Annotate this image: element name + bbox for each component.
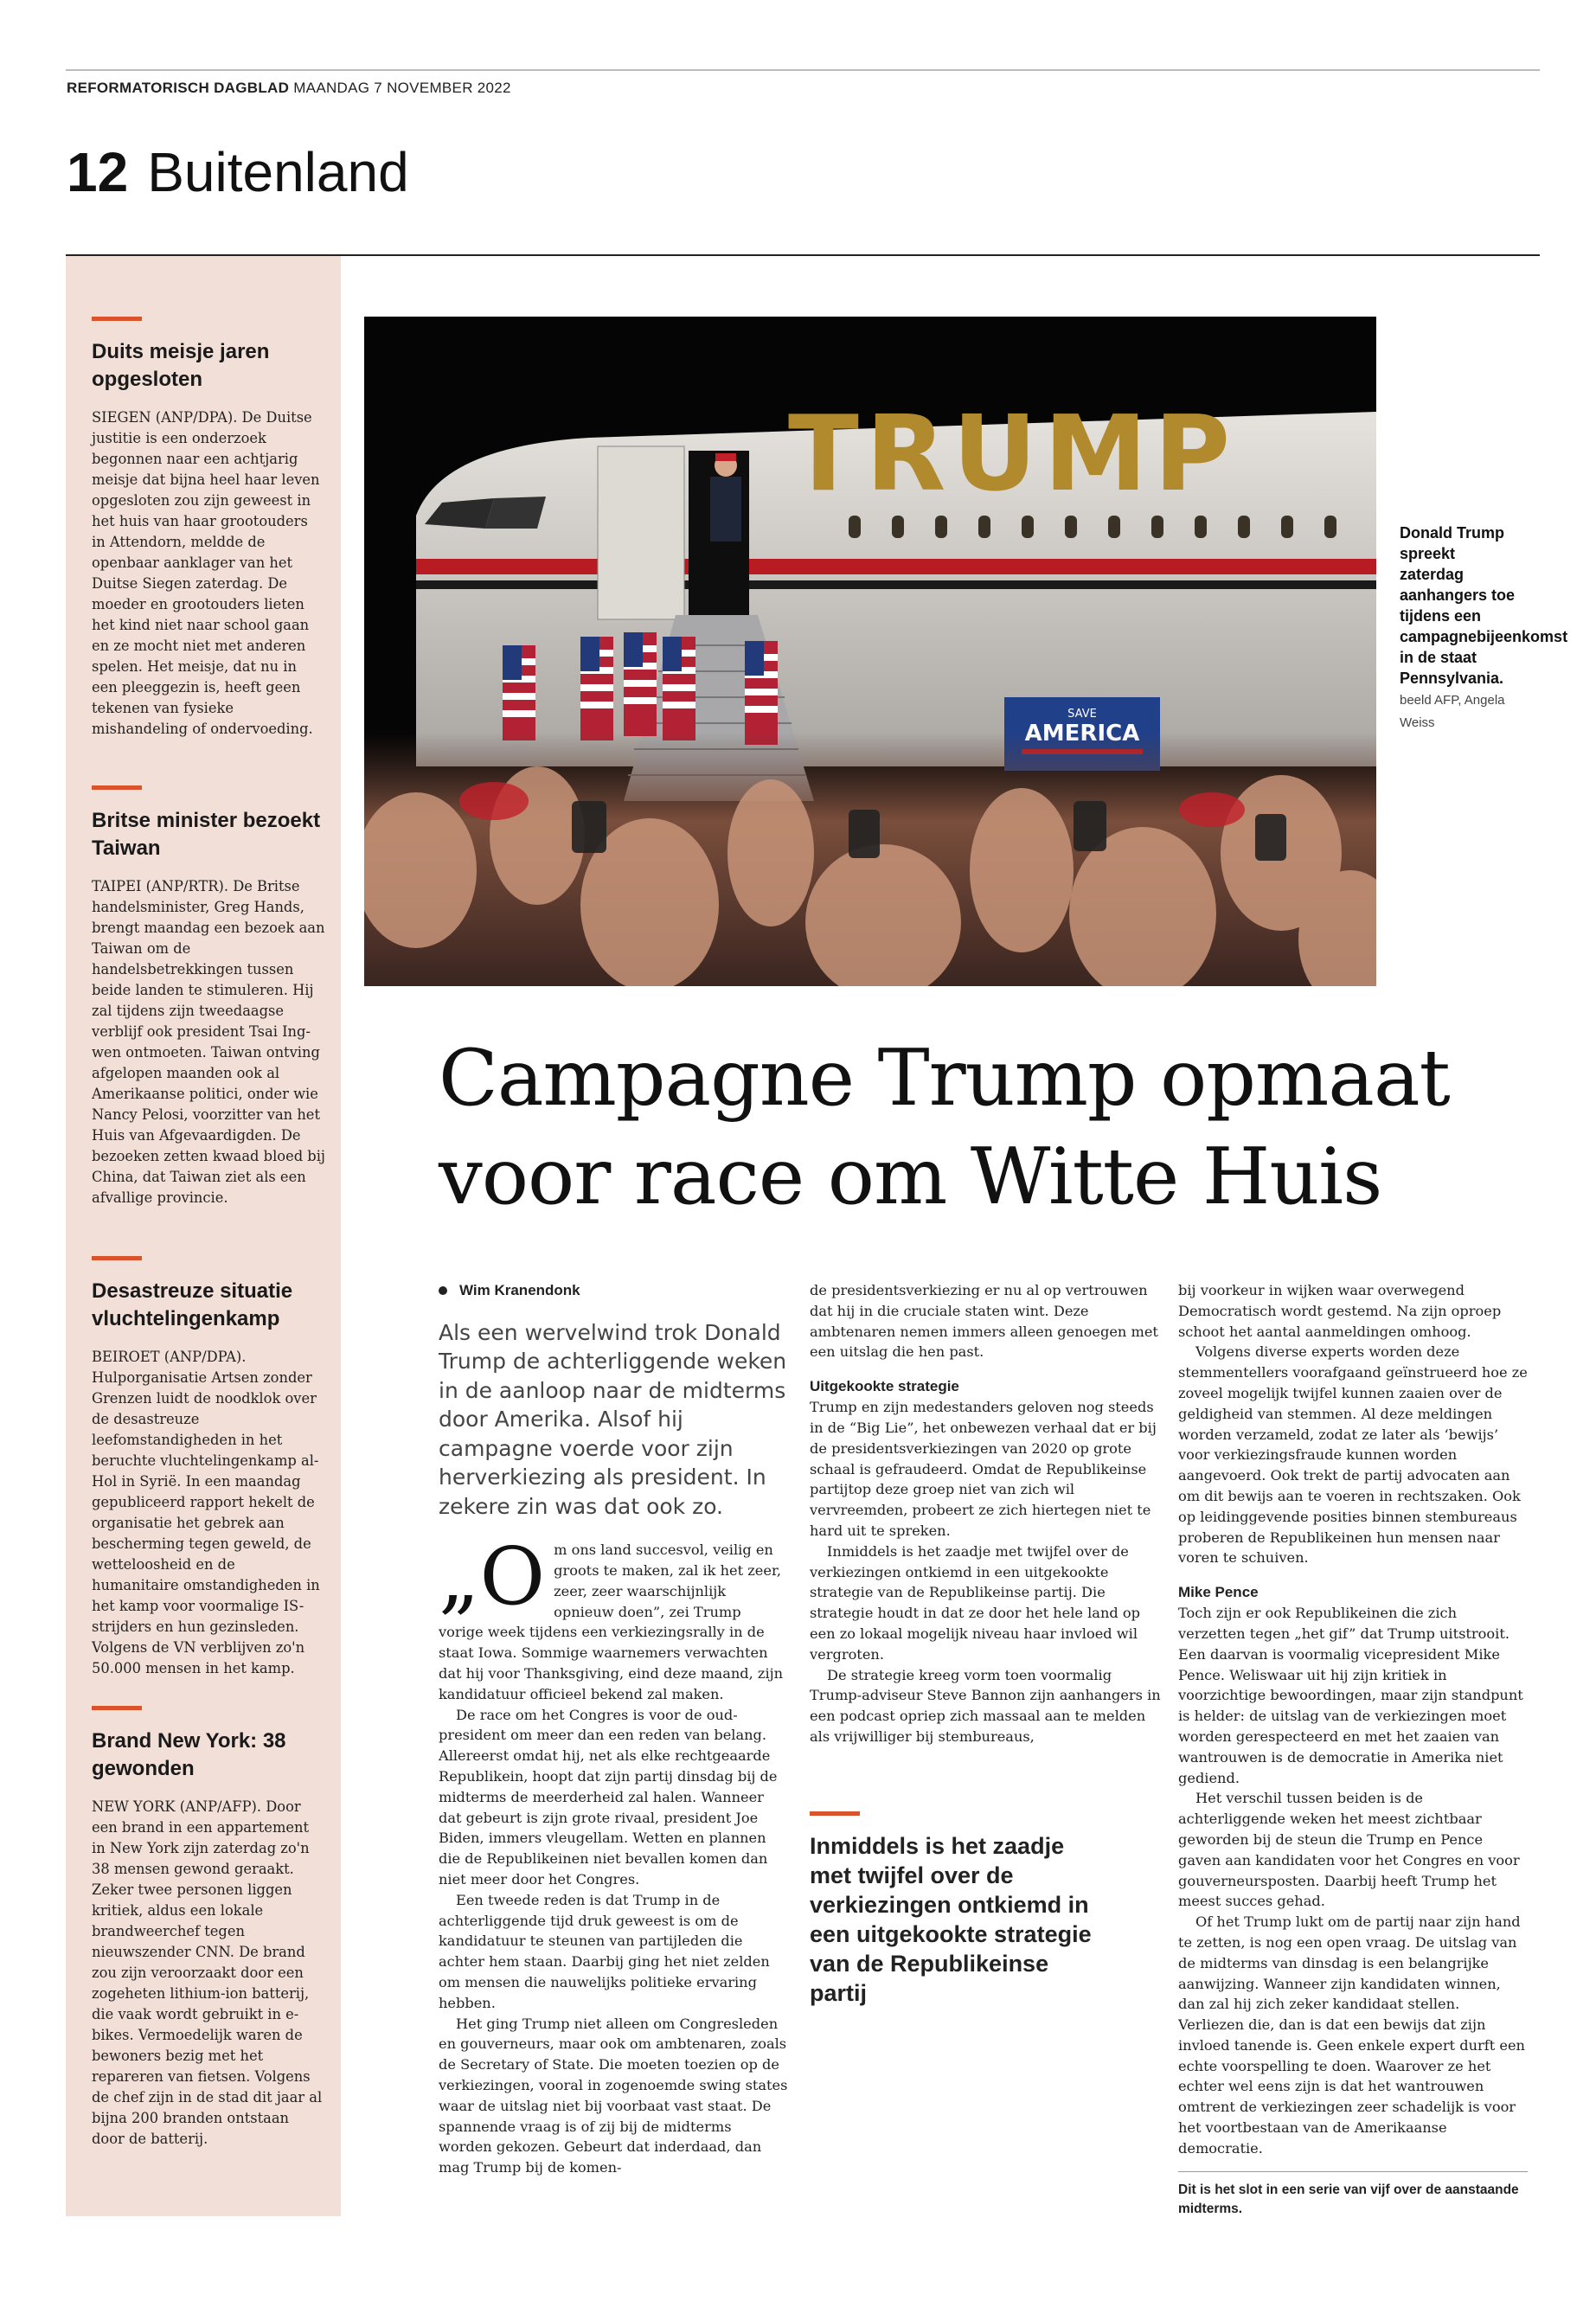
headline-line-2: voor race om Witte Huis [439,1131,1382,1222]
paragraph: bij voorkeur in wijken waar overwegend Democratisch wordt gestemd. Na zijn oproep schoot het aantal aanmeldingen omhoog. [1178,1282,1502,1340]
photo-caption [1400,522,1568,734]
paragraph: m ons land succesvol, veilig en groots te maken, zal ik het zeer, zeer, zeer waarschijnlijk opnieuw doen”, zei Trump vorige week tijdens een verkiezingsrally in de staat Iowa. Sommige waarnemers verwachten dat hij voor Thanksgiving, eind deze maand, zijn kandidatuur officieel bekend zal maken. [439,1541,784,1702]
dropcap: „O [439,1530,546,1624]
paragraph: Het ging Trump niet alleen om Congresleden en gouverneurs, maar ook om ambtenaren, zoals de Secretary of State. Die moeten toezien op de verkiezingen, vooral in zogenoemde swing states waar de uitslag niet bij voorbaat vast staat. De spannende vraag is of zij bij de midterms worden gekozen. Gebeurt dat inderdaad, dan mag Trump bij de komen- [439,2015,788,2176]
subheading: Mike Pence [1178,1584,1259,1601]
speaker-figure [710,477,741,542]
pull-quote [810,1811,1104,2008]
svg-text:SAVE: SAVE [1067,708,1097,721]
brief-body: BEIROET (ANP/DPA). Hulporganisatie Artsen zonder Grenzen luidt de noodklok over de desastreuze leefomstandigheden in het beruchte vluchtelingenkamp al-Hol in Syrië. In een maandag gepubliceerd rapport hekelt de organisatie het gebrek aan bescherming tegen geweld, de wetteloosheid en de humanitaire omstandigheden in het kamp voor voormalige IS-strijders en hun gezinsleden. Volgens de VN verblijven zo'n 50.000 mensen in het kamp. [92,1349,320,1676]
paragraph: Of het Trump lukt om de partij naar zijn hand te zetten, is nog een open vraag. De uitslag van de midterms van dinsdag is een belangrijke aanwijzing. Wanneer zijn kandidaten winnen, dan zal hij zich zeker kandidaat stellen. Verliezen die, dan is dat een bewijs dat zijn invloed tanende is. Geen enkele expert durft een echte voorspelling te doen. Waarover ze het echter wel eens zijn is dat het wantrouwen omtrent de verkiezingen zeer schadelijk is voor het voortbestaan van de Amerikaanse democratie. [1178,1913,1525,2157]
brief-title: Duits meisje jaren opgesloten [92,340,270,391]
paragraph: De race om het Congres is voor de oud-president om meer dan een reden van belang. Allereerst omdat hij, net als elke rechtgeaarde Republikein, hoopt dat zijn partij dinsdag bij de midterms de meerderheid zal halen. Wanneer dat gebeurt is zijn grote rivaal, president Joe Biden, immers vleugellam. Wetten en plannen die de Republikeinen niet bevallen komen dan niet meer door het Congres. [439,1706,778,1888]
paragraph: Het verschil tussen beiden is de achterliggende weken het meest zichtbaar geworden bij de steun die Trump en Pence gaven aan kandidaten voor het Congres en voor gouverneursposten. Daarbij heeft Trump het meest succes gehad. [1178,1790,1520,1910]
byline [439,1280,789,1301]
article-headline [439,1029,1546,1227]
accent-bar [810,1811,860,1816]
news-briefs-sidebar [66,256,341,2216]
plane-stripe [416,559,1376,574]
paragraph: de presidentsverkiezing er nu al op vertrouwen dat hij in die cruciale staten wint. Deze ambtenaren nemen immers alleen genoegen met een uitslag die hen past. [810,1282,1158,1361]
photo-credit: beeld AFP, Angela Weiss [1400,693,1505,730]
plane-lettering: TRUMP [788,394,1238,515]
article-lead: Als een wervelwind trok Donald Trump de achterliggende weken in de aanloop naar de midterms door Amerika. Alsof hij campagne voerde voor zijn herverkiezing als president. In zekere zin was dat ook zo. [439,1319,787,1519]
top-rule [66,69,1540,71]
masthead-paper: REFORMATORISCH DAGBLAD [67,80,290,96]
article-column-3 [1178,1280,1528,2159]
article-column-1 [439,1280,789,2178]
brief-2 [92,785,325,1208]
brief-body: TAIPEI (ANP/RTR). De Britse handelsminister, Greg Hands, brengt maandag een bezoek aan Taiwan om de handelsbetrekkingen tussen beide landen te stimuleren. Hij zal tijdens zijn tweedaagse verblijf ook president Tsai Ing-wen ontmoeten. Taiwan ontving afgelopen maanden ook al Amerikaanse politici, onder wie Nancy Pelosi, voorzitter van het Huis van Afgevaardigden. De bezoeken zetten kwaad bloed bij China, dat Taiwan ziet als een afvallige provincie. [92,878,325,1206]
brief-4 [92,1706,325,2150]
section-header [67,140,409,204]
paragraph: De strategie kreeg vorm toen voormalig Trump-adviseur Steve Bannon zijn aanhangers in een podcast opriep zich massaal aan te melden als vrijwilliger bij stembureaus, [810,1666,1161,1745]
accent-bar [92,785,142,790]
byline-dot-icon [439,1286,447,1295]
rally-photo-illustration [364,317,1376,986]
brief-title: Britse minister bezoekt Taiwan [92,809,321,860]
page-number: 12 [67,141,129,203]
pull-quote-text: Inmiddels is het zaadje met twijfel over de verkiezingen ontkiemd in een uitgekookte strategie van de Republikeinse partij [810,1833,1092,2006]
brief-title: Brand New York: 38 gewonden [92,1729,286,1780]
paragraph: Inmiddels is het zaadje met twijfel over de verkiezingen ontkiemd in een uitgekookte strategie van de Republikeinse partij. Die strategie houdt in dat ze door het hele land op een zo lokaal mogelijk niveau haar invloed wil vergroten. [810,1542,1140,1663]
byline-author: Wim Kranendonk [459,1282,580,1298]
brief-1 [92,317,325,740]
brief-3 [92,1256,325,1679]
dropcap-paragraph [439,1530,789,1704]
paragraph: Trump en zijn medestanders geloven nog steeds in de “Big Lie”, het onbewezen verhaal dat er bij de presidentsverkiezingen van 2020 op grote schaal is gefraudeerd. Omdat de Republikeinse partijtop deze groep niet van zich wil vervreemden, probeert ze zich hiertegen niet te hard uit te spreken. [810,1399,1157,1539]
section-name: Buitenland [147,141,409,203]
accent-bar [92,317,142,321]
article-column-2 [810,1280,1163,1747]
brief-body: SIEGEN (ANP/DPA). De Duitse justitie is een onderzoek begonnen naar een achtjarig meisje dat bijna heel haar leven opgesloten zou zijn geweest in het huis van haar grootouders in Attendorn, meldde de openbaar aanklager van het Duitse Siegen zaterdag. De moeder en grootouders lieten het kind niet naar school gaan en ze mocht niet met anderen spelen. Het meisje, dat nu in een pleeggezin is, heeft geen tekenen van fysieke mishandeling of ondervoeding. [92,409,320,737]
paragraph: Toch zijn er ook Republikeinen die zich verzetten tegen „het gif” dat Trump uitstrooit. Een daarvan is voormalig vicepresident Mike Pence. Weliswaar uit hij zijn kritiek in voorzichtige bewoordingen, maar zijn standpunt is helder: de uitslag van de verkiezingen moet worden gerespecteerd en met het zaaien van wantrouwen is de democratie in Amerika niet gediend. [1178,1605,1523,1786]
headline-line-1: Campagne Trump opmaat [439,1033,1450,1124]
rally-photo [364,317,1376,986]
plane-door [598,446,684,619]
paragraph: Volgens diverse experts worden deze stemmentellers voorafgaand geïnstrueerd hoe ze zoveel mogelijk twijfel kunnen zaaien over de geldigheid van stemmen. Al deze meldingen worden verzameld, zodat ze later als ‘bewijs’ voor verkiezingsfraude kunnen worden aangevoerd. Ook trekt de partij advocaten aan om dit bewijs aan te voeren in rechtszaken. Ook op leidinggevende posities binnen stembureaus proberen de Republikeinen hun mensen naar voren te schuiven. [1178,1343,1528,1567]
accent-bar [92,1706,142,1710]
series-note: Dit is het slot in een serie van vijf over de aanstaande midterms. [1178,2171,1528,2219]
masthead [67,80,511,97]
accent-bar [92,1256,142,1260]
caption-text: Donald Trump spreekt zaterdag aanhangers toe tijdens een campagnebijeenkomst in de staat Pennsylvania. [1400,524,1568,687]
masthead-date: MAANDAG 7 NOVEMBER 2022 [293,80,511,96]
subheading: Uitgekookte strategie [810,1378,959,1395]
brief-body: NEW YORK (ANP/AFP). Door een brand in een appartement in New York zijn zaterdag zo'n 38 mensen gewond geraakt. Zeker twee personen liggen kritiek, aldus een lokale brandweerchef tegen nieuwszender CNN. De brand zou zijn veroorzaakt door een zogeheten lithium-ion batterij, die vaak wordt gebruikt in e-bikes. Vermoedelijk waren de bewoners bezig met het repareren van fietsen. Volgens de chef zijn in de stad dit jaar al bijna 200 branden ontstaan door de batterij. [92,1798,323,2147]
brief-title: Desastreuze situatie vluchtelingenkamp [92,1279,293,1330]
paragraph: Een tweede reden is dat Trump in de achterliggende tijd druk geweest is om de kandidatuur te steunen van partijleden die achter hem staan. Daarbij ging het niet zelden om mensen die nauwelijks politieke ervaring hebben. [439,1891,770,2011]
